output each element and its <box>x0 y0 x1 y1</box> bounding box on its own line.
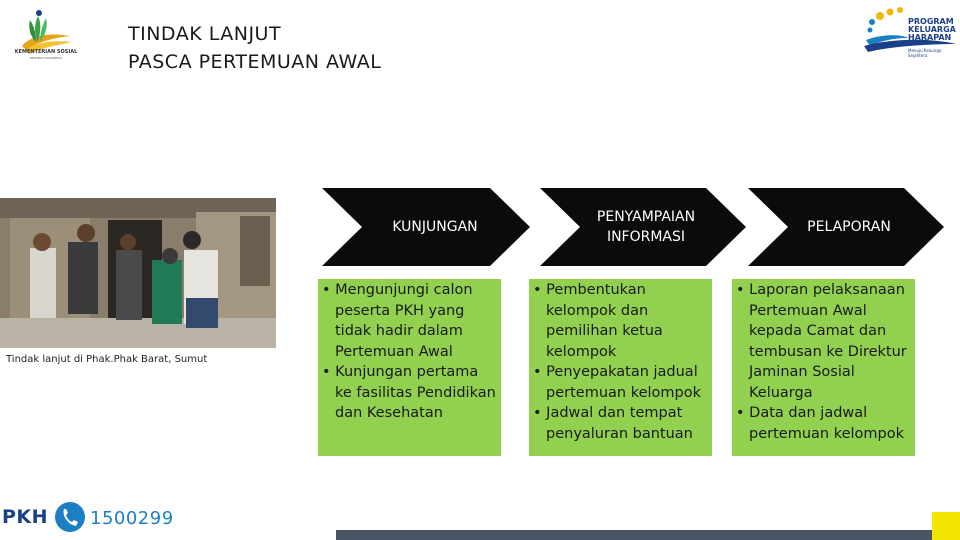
pkh-program-logo-text <box>908 18 956 42</box>
step-2-item: • Jadwal dan tempat penyaluran bantuan <box>533 403 708 444</box>
step-1-details <box>318 279 501 456</box>
step-3-details <box>732 279 915 456</box>
step-1-item: • Kunjungan pertama ke fasilitas Pendidikan dan Kesehatan <box>322 362 497 424</box>
step-3-heading: PELAPORAN <box>807 219 891 235</box>
step-2-details <box>529 279 712 456</box>
footer-accent-square <box>932 512 960 540</box>
pkh-program-line-3: HARAPAN <box>908 33 952 42</box>
step-3-item: • Laporan pelaksanaan Pertemuan Awal kepada Camat dan tembusan ke Direktur Jaminan Sosial Keluarga <box>736 280 911 403</box>
step-1-item: • Mengunjungi calon peserta PKH yang tidak hadir dalam Pertemuan Awal <box>322 280 497 362</box>
page-title-line-1: TINDAK LANJUT <box>128 23 282 45</box>
hotline-brand: PKH <box>2 506 49 528</box>
pkh-program-tagline: Menuju Keluarga Sejahtera <box>908 48 942 58</box>
page-title <box>128 20 381 76</box>
hotline-number: 1500299 <box>90 508 174 529</box>
page-title-line-2: PASCA PERTEMUAN AWAL <box>128 51 382 73</box>
field-visit-photo <box>0 198 276 348</box>
step-2-item: • Pembentukan kelompok dan pemilihan ketua kelompok <box>533 280 708 362</box>
footer-bar <box>336 530 932 540</box>
step-1-heading: KUNJUNGAN <box>392 219 478 235</box>
photo-caption: Tindak lanjut di Phak.Phak Barat, Sumut <box>6 354 208 365</box>
pkh-program-line-2: KELUARGA <box>908 25 956 34</box>
phone-icon <box>54 500 86 534</box>
pkh-program-line-1: PROGRAM <box>908 17 954 26</box>
step-2-item: • Penyepakatan jadual pertemuan kelompok <box>533 362 708 403</box>
step-2-heading: PENYAMPAIAN INFORMASI <box>596 209 696 245</box>
kemensos-logo-sub: REPUBLIK INDONESIA <box>29 56 63 60</box>
step-3-item: • Data dan jadwal pertemuan kelompok <box>736 403 911 444</box>
kemensos-logo-name: KEMENTERIAN SOSIAL <box>14 49 78 55</box>
